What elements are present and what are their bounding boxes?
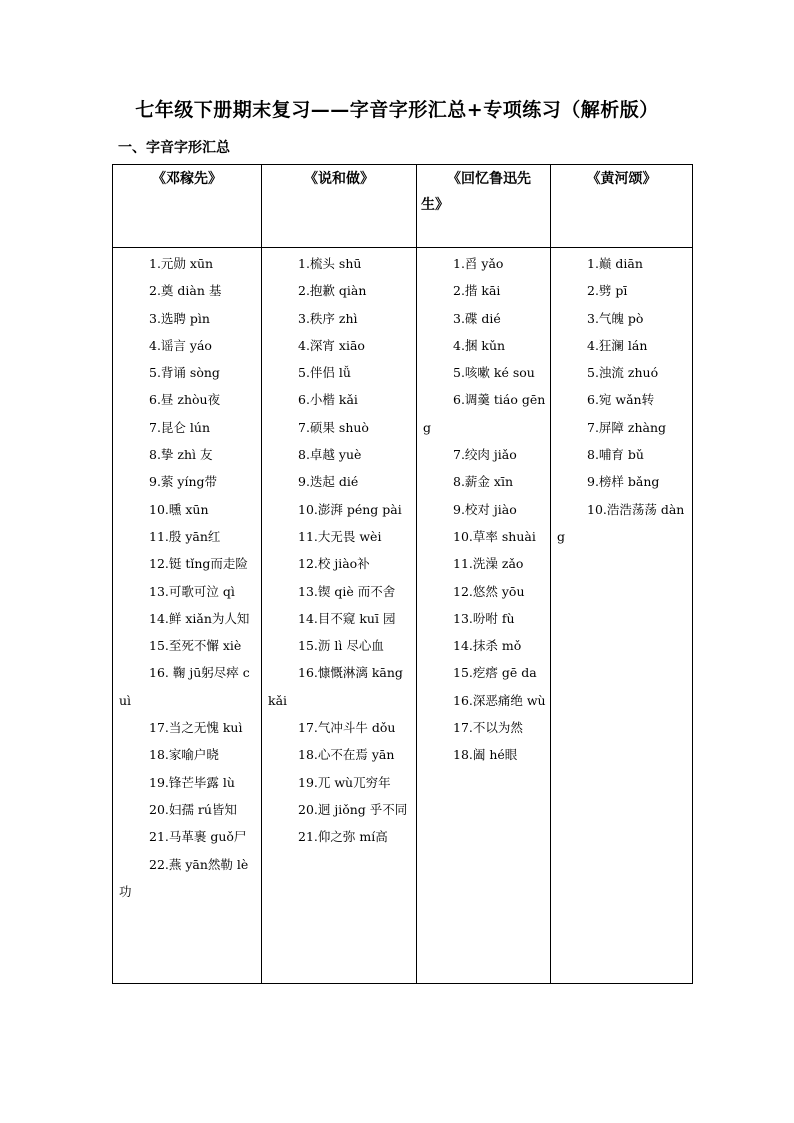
word-item: 17.当之无愧 kuì (149, 720, 243, 736)
word-item: 10.草率 shuài (453, 528, 536, 544)
word-item: 1.元勋 xūn (149, 256, 214, 271)
word-item: 4.深宵 xiāo (298, 337, 365, 353)
word-item: 9.萦 yíng带 (149, 474, 218, 490)
word-item: 4.谣言 yáo (149, 337, 212, 353)
header-cell (113, 165, 262, 248)
word-item: 7.硕果 shuò (298, 419, 369, 435)
word-item: 12.铤 tǐng而走险 (149, 556, 248, 572)
word-item: 2.抱歉 qiàn (298, 283, 367, 299)
word-item: 17.不以为然 (453, 720, 523, 736)
word-item: 9.榜样 bǎng (587, 474, 660, 490)
word-item: 20.迥 jiǒng 乎不同 (298, 801, 408, 817)
word-item: 11.洗澡 zǎo (453, 556, 524, 572)
word-item: 9.迭起 dié (298, 474, 359, 490)
body-cell (417, 248, 551, 984)
word-item: 2.揩 kāi (453, 283, 501, 299)
word-item: 14.抹杀 mǒ (453, 638, 522, 654)
word-list (417, 248, 550, 769)
word-item: 15.疙瘩 gē da (453, 665, 537, 681)
word-item: 2.劈 pī (587, 283, 628, 299)
word-item: 2.奠 diàn 基 (149, 283, 222, 299)
word-item: 3.秩序 zhì (298, 310, 358, 326)
word-list (113, 248, 261, 905)
word-item: 15.沥 lì 尽心血 (298, 638, 384, 654)
word-item: 1.梳头 shū (298, 256, 362, 271)
word-item: 21.仰之弥 mí高 (298, 829, 388, 845)
body-cell (262, 248, 417, 984)
word-item: 10.浩浩荡荡 dàng (557, 501, 685, 544)
word-item: 13.可歌可泣 qì (149, 583, 235, 599)
word-item: 3.气魄 pò (587, 310, 644, 326)
header-cell (262, 165, 417, 248)
column-header-dengjiaxian: 《邓稼先》 (152, 171, 222, 187)
section-heading: 一、字音字形汇总 (118, 140, 230, 156)
word-item: 5.伴侣 lǚ (298, 365, 351, 381)
word-item: 18.家喻户晓 (149, 747, 219, 763)
word-item: 18.阖 hé眼 (453, 747, 518, 763)
column-header-huanghesong: 《黄河颂》 (586, 171, 657, 187)
word-item: 8.挚 zhì 友 (149, 447, 213, 463)
word-item: 10.澎湃 péng pài (298, 501, 402, 517)
word-item: 17.气冲斗牛 dǒu (298, 720, 396, 736)
word-item: 7.绞肉 jiǎo (453, 447, 517, 463)
word-item: 5.咳嗽 ké sou (453, 365, 535, 381)
word-item: 1.巅 diān (587, 256, 643, 271)
header-cell (551, 165, 693, 248)
word-item: 14.目不窥 kuī 园 (298, 610, 396, 626)
word-item: 5.浊流 zhuó (587, 365, 659, 381)
word-item: 15.至死不懈 xiè (149, 638, 242, 654)
word-item: 16.深恶痛绝 wù (453, 692, 546, 708)
word-item: 21.马革裹 guǒ尸 (149, 829, 247, 845)
word-item: 18.心不在焉 yān (298, 747, 395, 763)
word-item: 19.兀 wù兀穷年 (298, 774, 391, 790)
word-item: 16.慷慨淋漓 kāng kǎi (268, 665, 403, 708)
word-item: 6.小楷 kǎi (298, 392, 358, 408)
vocab-table (112, 164, 693, 984)
word-item: 6.调羹 tiáo gēng (423, 392, 546, 435)
table-header-row (113, 165, 693, 248)
word-list (262, 248, 416, 851)
word-list (551, 248, 692, 550)
word-item: 10.曛 xūn (149, 501, 209, 517)
word-item: 9.校对 jiào (453, 501, 517, 517)
body-cell (551, 248, 693, 984)
word-item: 1.舀 yǎo (453, 256, 504, 271)
word-item: 4.狂澜 lán (587, 337, 648, 353)
word-item: 6.昼 zhòu夜 (149, 392, 221, 408)
word-item: 12.悠然 yōu (453, 583, 525, 599)
body-cell (113, 248, 262, 984)
table-body-row (113, 248, 693, 984)
word-item: 11.大无畏 wèi (298, 528, 382, 544)
word-item: 5.背诵 sòng (149, 365, 220, 381)
word-item: 4.捆 kǔn (453, 337, 506, 353)
word-item: 7.昆仑 lún (149, 419, 210, 435)
word-item: 8.卓越 yuè (298, 447, 362, 463)
document-title: 七年级下册期末复习——字音字形汇总+专项练习（解析版） (135, 99, 659, 121)
header-cell (417, 165, 551, 248)
word-item: 13.锲 qiè 而不舍 (298, 583, 396, 599)
word-item: 14.鲜 xiǎn为人知 (149, 610, 250, 626)
word-item: 22.燕 yān然勒 lè功 (119, 856, 249, 899)
column-header-shuoheizuo: 《说和做》 (304, 171, 374, 187)
word-item: 7.屏障 zhàng (587, 419, 667, 435)
word-item: 20.妇孺 rú皆知 (149, 801, 237, 817)
word-item: 19.锋芒毕露 lù (149, 774, 235, 790)
word-item: 3.碟 dié (453, 310, 501, 326)
word-item: 12.校 jiào补 (298, 556, 370, 572)
column-header-huiyiluxun: 《回忆鲁迅先生》 (421, 171, 531, 213)
word-item: 11.殷 yān红 (149, 528, 221, 544)
word-item: 3.选聘 pìn (149, 310, 210, 326)
word-item: 16. 鞠 jū躬尽瘁 cuì (119, 665, 250, 708)
word-item: 13.吩咐 fù (453, 610, 515, 626)
word-item: 6.宛 wǎn转 (587, 392, 655, 408)
word-item: 8.哺育 bǔ (587, 447, 644, 463)
word-item: 8.薪金 xīn (453, 474, 513, 490)
